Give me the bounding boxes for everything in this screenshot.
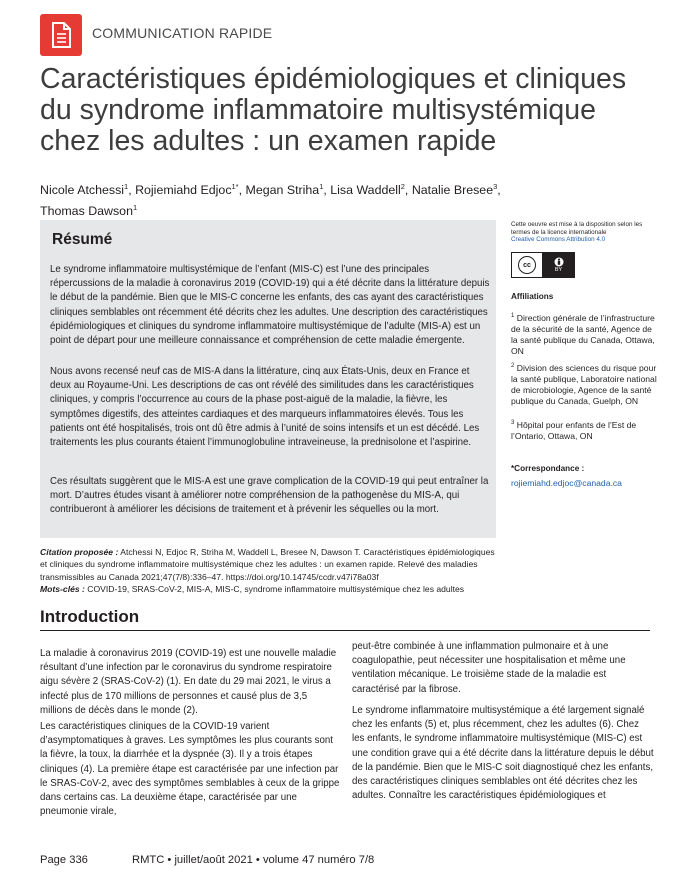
intro-paragraph: Les caractéristiques cliniques de la COVID-19 varient d’asymptomatiques à graves. Les symptômes les plus courants sont la fièvre, la toux, la diarrhée et la dyspnée (3). Il y a trois étapes cliniques (4). La première étape est caractérisée par une infection par le SRAS-CoV-2, avec des symptômes semblables à ceux de la grippe dans certains cas. La deuxième étape, caractérisée par une pneumonie virale, — [40, 721, 340, 818]
summary-paragraph: Le syndrome inflammatoire multisystémique de l’enfant (MIS-C) est l’une des principales répercussions de la maladie à coronavirus 2019 (COVID-19) qui a été décrite dans la littérature depuis le début de la pandémie. Bien que le MIS-C concerne les enfants, des cas ayant des caractéristiques cliniques semblables ont récemment été décrits chez les adultes. Une description des caractéristiques épidémiologiques et cliniques du syndrome inflammatoire multisystémique de l’adulte (MIS-A) est un point de départ pour une meilleure connaissance et compréhension de cette maladie émergente. — [50, 264, 490, 347]
author: Lisa Waddell$^2$, — [330, 182, 412, 198]
citation-block — [40, 546, 496, 595]
author: Natalie Bresee$^3$, — [411, 182, 501, 198]
citation-label: Citation proposée : — [40, 547, 119, 557]
journal-info: RMTC • juillet/août 2021 • volume 47 numéro 7/8 — [132, 854, 375, 866]
affiliation-item: $^1$ Direction générale de l’infrastructure de la sécurité de la santé, Agence de la santé publique du Canada, Ottawa, ON — [511, 312, 655, 357]
affiliation-item: $^3$ Hôpital pour enfants de l’Est de l’Ontario, Ottawa, ON — [511, 419, 637, 442]
author: Thomas Dawson$^1$ — [40, 203, 138, 219]
document-icon — [40, 14, 82, 56]
summary-heading: Résumé — [52, 231, 113, 248]
citation-text: Atchessi N, Edjoc R, Striha M, Waddell L, Bresee N, Dawson T. Caractéristiques épidémiologiques et cliniques du syndrome inflammatoire multisystémique chez les adultes : un examen rapide. Relevé des maladies transmissibles au Canada 2021;47(7/8):336–47. https://doi.org/10.14745/ccdr.v47i78a03f — [40, 547, 495, 582]
license-note: Cette oeuvre est mise à la disposition selon les termes de la licence internationale Creative Commons Attribution 4.0 — [511, 221, 643, 243]
by-icon: BY — [543, 253, 574, 277]
correspondence-heading: *Correspondance : — [511, 464, 585, 473]
author: Megan Striha$^1$, — [245, 182, 331, 198]
cc-by-badge[interactable] — [511, 252, 575, 278]
affiliations-heading: Affiliations — [511, 292, 554, 301]
affiliation-item: $^2$ Division des sciences du risque pour la santé publique, Laboratoire national de microbiologie, Agence de la santé publique du Canada, Guelph, ON — [511, 362, 657, 407]
cc-icon: cc — [512, 253, 543, 277]
correspondence-email-link[interactable]: rojiemiahd.edjoc@canada.ca — [511, 478, 622, 488]
page-number: Page 336 — [40, 854, 88, 866]
intro-paragraph: La maladie à coronavirus 2019 (COVID-19) est une nouvelle maladie résultant d’une infection par le coronavirus du syndrome respiratoire aigu sévère 2 (SRAS-CoV-2) (1). En date du 29 mai 2021, le virus a infecté plus de 170 millions de personnes et causé plus de 3,5 millions de décès dans le monde (2). — [40, 648, 337, 716]
author: Nicole Atchessi$^1$, — [40, 182, 136, 198]
divider — [40, 630, 650, 631]
keywords-label: Mots-clés : — [40, 583, 85, 594]
section-tag: COMMUNICATION RAPIDE — [92, 25, 273, 41]
intro-paragraph: Le syndrome inflammatoire multisystémique a été largement signalé chez les enfants (5) et, plus récemment, chez les adultes (6). Chez les enfants, le syndrome inflammatoire multisystémique (MIS-C) est une condition grave qui a été décrite dans la littérature depuis le début de la pandémie. Bien que le MIS-C soit diagnostiqué chez les enfants, des caractéristiques cliniques semblables ont été décrites chez les adultes. Connaître les caractéristiques épidémiologiques et — [352, 705, 654, 802]
page-footer — [40, 854, 660, 866]
author: Rojiemiahd Edjoc$^{1*}$, — [135, 182, 246, 198]
license-link[interactable]: Creative Commons Attribution 4.0 — [511, 236, 606, 243]
keywords-text: COVID-19, SRAS-CoV-2, MIS-A, MIS-C, syndrome inflammatoire multisystémique chez les adultes — [84, 583, 465, 594]
summary-paragraph: Nous avons recensé neuf cas de MIS-A dans la littérature, cinq aux États-Unis, deux en France et deux au Royaume-Uni. Les descriptions de cas ont révélé des similitudes dans les caractéristiques cliniques, y compris l’occurrence au cours de la phase post-aiguë de la maladie, la fièvre, les symptômes digestifs, des atteintes cardiaques et des marqueurs inflammatoires élevés. Tous les patients ont été hospitalisés, trois ont dû être admis à l’unité de soins intensifs et un est décédé. Les traitements les plus courants étaient l’immunoglobuline intraveineuse, la prednisolone et l’aspirine. — [50, 366, 480, 449]
article-title: Caractéristiques épidémiologiques et cliniques du syndrome inflammatoire multisystémique chez les adultes : un examen rapide — [40, 63, 627, 157]
intro-paragraph: peut-être combinée à une inflammation pulmonaire et à une coagulopathie, peut nécessiter une hospitalisation et même une ventilation mécanique. Le troisième stade de la maladie est caractérisé par la fibrose. — [352, 641, 626, 695]
author-list — [40, 178, 510, 220]
introduction-heading: Introduction — [40, 607, 140, 626]
summary-paragraph: Ces résultats suggèrent que le MIS-A est une grave complication de la COVID-19 qui peut entraîner la mort. D’autres études visant à améliorer notre compréhension de la pathogenèse du MIS-A, qui contribueront à améliorer les décisions de traitement et à prévenir les séquelles ou la mort. — [50, 476, 489, 516]
